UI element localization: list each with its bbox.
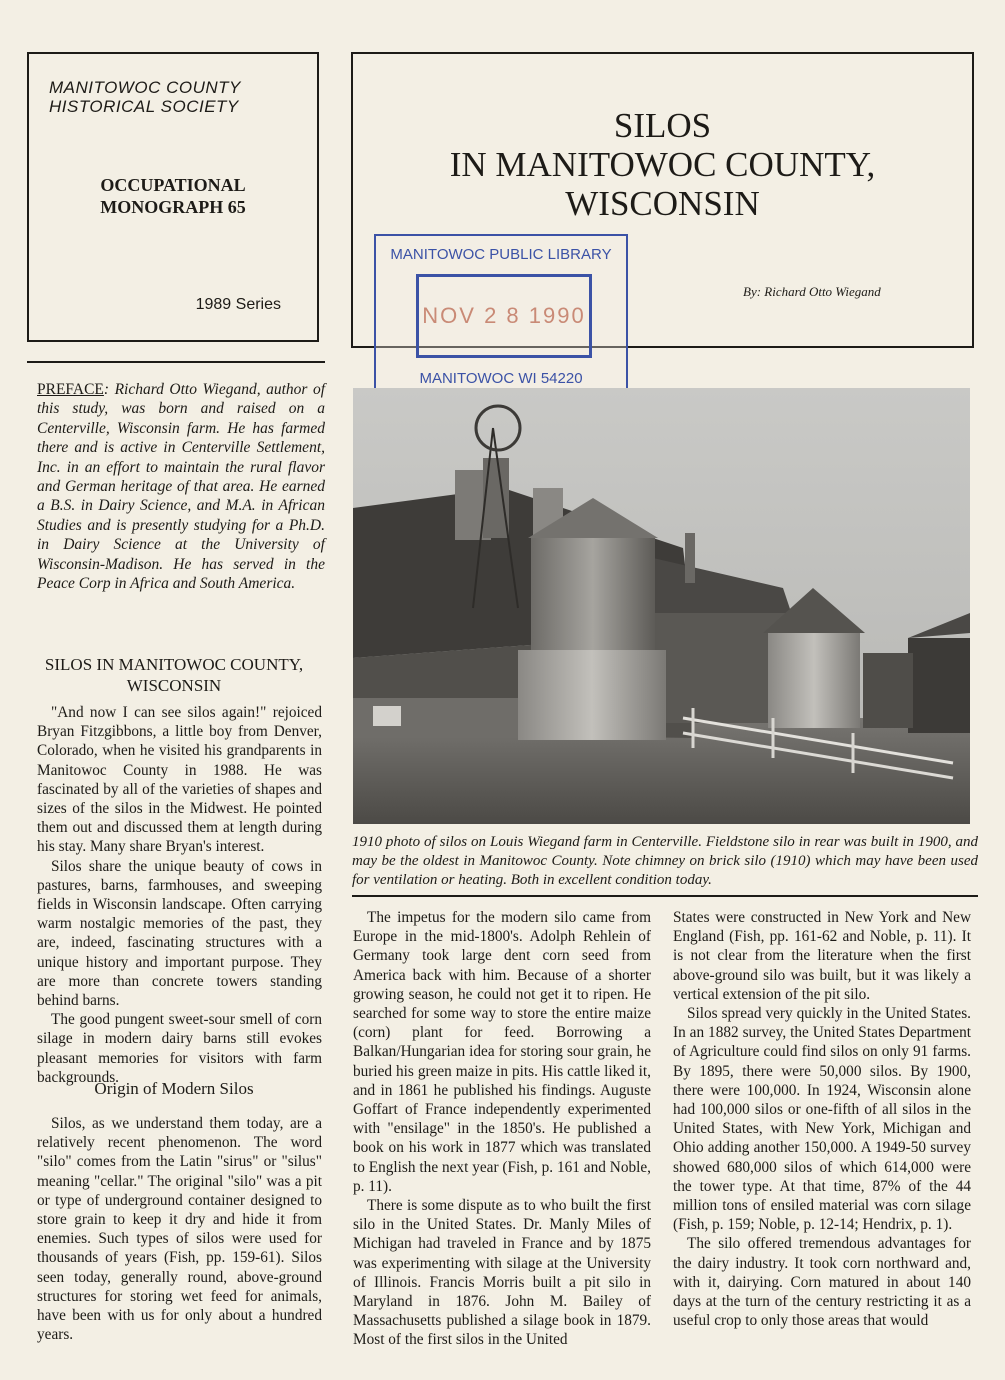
farm-silo-photo bbox=[353, 388, 970, 824]
paragraph: Silos spread very quickly in the United States. In an 1882 survey, the United States Department of Agriculture could find silos on only 91 farms. By 1895, there were 50,000 silos. By 1900, there were 100,000. In 1924, Wisconsin alone had 100,000 silos or one-fifth of all silos in the United States, with New York, Michigan and Ohio adding another 150,000. A 1949-50 survey showed 680,000 silos of which 614,000 were the tower type. At that time, 87% of the 44 million tons of ensiled material was corn silage (Fish, p. 159; Noble, p. 12-14; Hendrix, p. 1). bbox=[673, 1005, 971, 1234]
paragraph: "And now I can see silos again!" rejoiced Bryan Fitzgibbons, a little boy from Denver, Colorado, when he visited his grandparents in Manitowoc County in 1988. He was fascinated by all of the varieties of shapes and sizes of the silos in the Midwest. He pointed them out and discussed them at length during his stay. Many share Bryan's interest. bbox=[37, 704, 322, 856]
left-column bbox=[37, 703, 322, 1087]
photo-caption: 1910 photo of silos on Louis Wiegand farm in Centerville. Fieldstone silo in rear was built in 1900, and may be the oldest in Manitowoc County. Note chimney on brick silo (1910) which may have been used for ventilation or heating. Both in excellent condition today. bbox=[352, 834, 978, 888]
preface-label: PREFACE bbox=[37, 381, 104, 398]
middle-column bbox=[353, 908, 651, 1350]
byline: By: Richard Otto Wiegand bbox=[743, 284, 881, 299]
paragraph: States were constructed in New York and New England (Fish, pp. 161-62 and Noble, p. 11). It is not clear from the literature when the first above-ground silo was built, but it was likely a vertical extension of the pit silo. bbox=[673, 909, 971, 1003]
series-box bbox=[27, 52, 319, 342]
paragraph: The impetus for the modern silo came from Europe in the mid-1800's. Adolph Rehlein of Germany took large dent corn seed from America back with him. Because of a shorter growing season, he could not get it to ripen. He searched for some way to store the entire maize (corn) plant for feed. Borrowing a Balkan/Hungarian idea for storing sour grain, he buried his green maize in pits. His cattle liked it, and in 1861 he published his findings. Auguste Goffart of France independently experimented with "ensilage" in the 1850's. He published a book on his work in 1877 which was translated to English the next year (Fish, p. 161 and Noble, p. 11). bbox=[353, 909, 651, 1195]
preface bbox=[37, 380, 325, 593]
monograph-label: OCCUPATIONAL MONOGRAPH 65 bbox=[100, 175, 246, 217]
paragraph: Silos, as we understand them today, are a relatively recent phenomenon. The word "silo" comes from the Latin "sirus" or "silus" meaning "cellar." The original "silo" was a pit or type of underground container designed to store grain to keep it dry and hide it from enemies. Such types of silos were used for thousands of years (Fish, pp. 159-61). Silos seen today, generally round, above-ground structures for storing wet feed for animals, have been with us for only about a hundred years. bbox=[37, 1115, 322, 1344]
series-label: 1989 Series bbox=[195, 296, 281, 313]
paragraph: There is some dispute as to who built the first silo in the United States. Dr. Manly Miles of Michigan had traveled in France and by 1875 was experimenting with silage at the University of Illinois. Francis Morris built a pit silo in Maryland in 1876. John M. Bailey of Massachusetts published a silage book in 1879. Most of the first silos in the United bbox=[353, 1197, 651, 1349]
page-title: SILOS IN MANITOWOC COUNTY, WISCONSIN bbox=[449, 106, 876, 223]
header-divider bbox=[27, 361, 325, 363]
subsection-heading: Origin of Modern Silos bbox=[94, 1079, 254, 1098]
paragraph: The silo offered tremendous advantages for the dairy industry. It took corn northward and, with it, dairying. Corn matured in about 140 days at the turn of the century restricting it as a useful crop to only those areas that would bbox=[673, 1235, 971, 1330]
right-column bbox=[673, 908, 971, 1330]
stamp-library-name: MANITOWOC PUBLIC LIBRARY bbox=[390, 246, 612, 263]
paragraph: Silos share the unique beauty of cows in pastures, barns, farmhouses, and sweeping fields in Wisconsin landscape. Often carrying warm nostalgic memories of the past, they are, indeed, fascinating structures with a unique history and important purpose. They are more than concrete towers standing behind barns. bbox=[37, 857, 322, 1010]
stamp-date-box bbox=[416, 274, 592, 358]
section-heading: SILOS IN MANITOWOC COUNTY, WISCONSIN bbox=[44, 655, 304, 695]
left-column-continued bbox=[37, 1114, 322, 1344]
caption-divider bbox=[352, 895, 978, 897]
preface-text: : Richard Otto Wiegand, author of this study, was born and raised on a Centerville, Wisconsin farm. He has farmed there and is active in Centerville Settlement, Inc. in an effort to maintain the rural flavor and German heritage of that area. He earned a B.S. in Dairy Science, and M.A. in African Studies and is presently studying for a Ph.D. in Dairy Science at the University of Wisconsin-Madison. He has served in the Peace Corp in Africa and South America. bbox=[37, 381, 325, 593]
society-name: MANITOWOC COUNTY HISTORICAL SOCIETY bbox=[49, 78, 241, 116]
library-stamp bbox=[374, 234, 628, 392]
paragraph: The good pungent sweet-sour smell of corn silage in modern dairy barns still evokes pleasant memories for visitors with farm backgrounds. bbox=[37, 1011, 322, 1086]
stamp-date: NOV 2 8 1990 bbox=[422, 303, 586, 328]
photo-illustration bbox=[353, 388, 970, 824]
stamp-location: MANITOWOC WI 54220 bbox=[419, 370, 583, 387]
